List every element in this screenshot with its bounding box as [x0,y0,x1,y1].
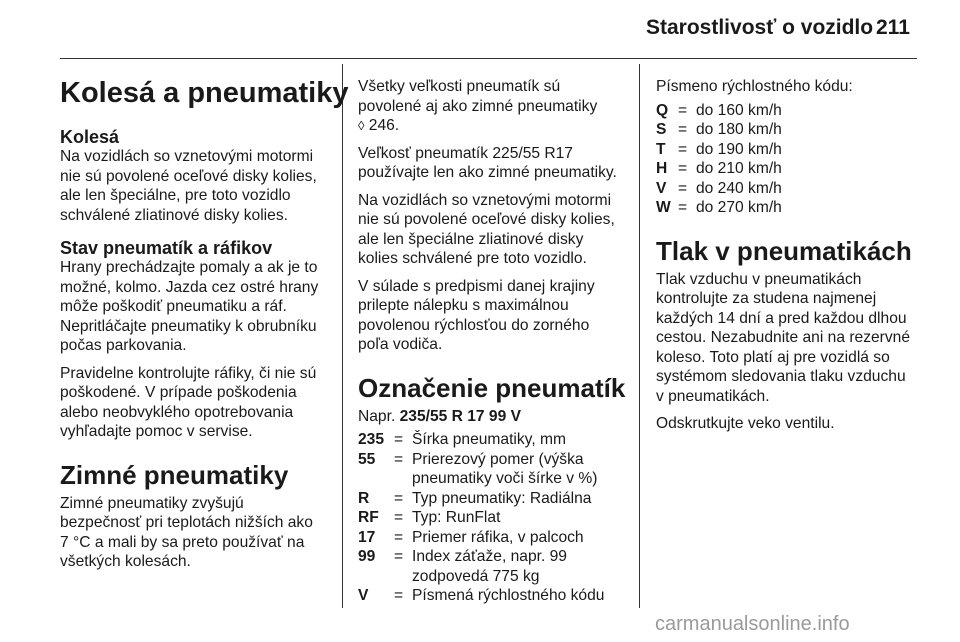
header-divider [60,58,917,59]
marking-heading: Označenie pneumatík [358,372,626,403]
wheels-text: Na vozidlách so vznetovými motormi nie sú povolené oceľové disky kolies, ale len špeciálne, pre toto vozidlo schválené zliatinové disky kolies. [60,148,317,224]
table-row: 55 = Prierezový pomer (výška pneumatiky voči šírke v %) [358,450,598,487]
table-row: W = do 270 km/h [656,199,782,216]
winter-heading: Zimné pneumatiky [60,459,289,490]
table-row: 235 = Šírka pneumatiky, mm [358,431,566,448]
valve-text: Odskrutkujte veko ventilu. [656,415,835,432]
pressure-text: Tlak vzduchu v pneumatikách kontrolujte za studena najmenej každých 14 dní a pred každou dlhou cestou. Nezabudnite ani na rezervné koleso. Toto platí aj pre vozidlá so systémom sledovania tlaku vzduchu v pneumatikách. [656,270,910,405]
marking-example: Napr. 235/55 R 17 99 V [358,407,521,425]
column-2 [358,77,628,612]
page-reference-icon: ◊ [358,118,365,133]
diesel-wheels-text: Na vozidlách so vznetovými motormi nie sú povolené oceľové disky kolies, ale len špeciálne zliatinové disky kolies schválené pre toto vozidlo. [358,191,615,267]
table-row: R = Typ pneumatiky: Radiálna [358,489,592,507]
table-row: V = do 240 km/h [656,179,782,197]
table-row: RF = Typ: RunFlat [358,509,501,526]
table-row: 99 = Index záťaže, napr. 99 zodpovedá 775 kg [358,548,567,585]
page-number: 211 [876,16,910,39]
watermark: carmanualsonline.info [655,613,850,635]
table-row: T = do 190 km/h [656,140,782,158]
page-reference: 246. [364,117,400,134]
column-1 [60,77,349,580]
winter-sizes-text: Všetky veľkosti pneumatík sú povolené aj ako zimné pneumatiky ◊ 246. [358,78,598,134]
wheels-heading: Kolesá [60,127,120,147]
column-3 [656,77,926,442]
condition-heading: Stav pneumatík a ráfikov [60,238,273,258]
table-row: H = do 210 km/h [656,160,782,177]
winter-text: Zimné pneumatiky zvyšujú bezpečnosť pri teplotách nižších ako 7 °C a mali by sa preto používať na všetkých kolesách. [60,494,313,570]
marking-table [358,430,628,606]
section-title: Starostlivosť o vozidlo [646,16,874,39]
tire-size-text: Veľkosť pneumatík 225/55 R17 používajte len ako zimné pneumatiky. [358,144,617,181]
pressure-heading: Tlak v pneumatikách [656,235,912,266]
column-divider-1 [342,64,343,608]
condition-text-1: Hrany prechádzajte pomaly a ak je to možné, kolmo. Jazda cez ostré hrany môže poškodiť pneumatiku a ráf. Nepritláčajte pneumatiky k obrubníku počas parkovania. [60,259,319,354]
speed-intro: Písmeno rýchlostného kódu: [656,78,853,95]
column-divider-2 [639,64,640,608]
speed-sticker-text: V súlade s predpismi danej krajiny prilepte nálepku s maximálnou povolenou rýchlosťou do zorného poľa vodiča. [358,277,595,353]
table-row: V = Písmená rýchlostného kódu [358,587,605,604]
table-row: 17 = Priemer ráfika, v palcoch [358,528,584,546]
main-heading: Kolesá a pneumatiky [60,77,349,109]
condition-text-2: Pravidelne kontrolujte ráfiky, či nie sú poškodené. V prípade poškodenia alebo neobvyklého opotrebovania vyhľadajte pomoc v servise. [60,364,317,440]
table-row: S = do 180 km/h [656,121,782,138]
table-row: Q = do 160 km/h [656,101,782,119]
speed-table [656,101,926,218]
